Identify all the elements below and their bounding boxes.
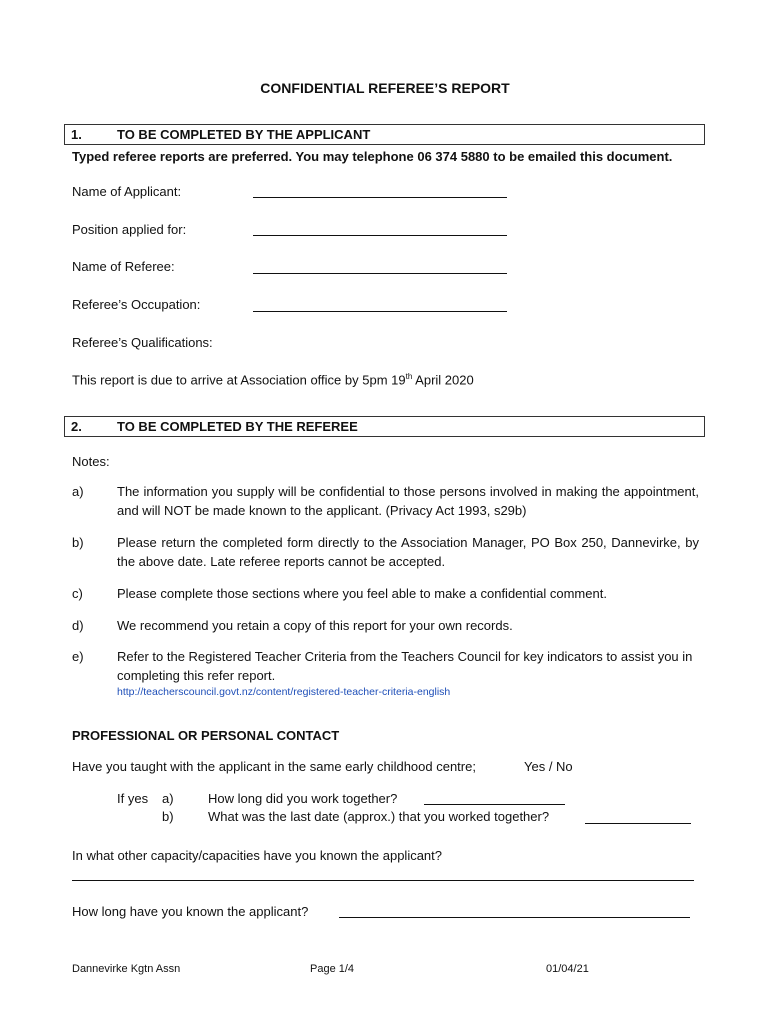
- section-1-instruction: Typed referee reports are preferred. You may telephone 06 374 5880 to be emailed this document.: [72, 149, 673, 164]
- footer-left: Dannevirke Kgtn Assn: [72, 963, 181, 975]
- applicant-name-field[interactable]: [253, 197, 507, 198]
- if-yes-label: If yes: [117, 791, 149, 806]
- applicant-name-label: Name of Applicant:: [72, 184, 182, 199]
- footer-date: 01/04/21: [546, 963, 589, 975]
- referee-name-field[interactable]: [253, 273, 507, 274]
- section-2-number: 2.: [71, 419, 82, 434]
- note-letter: d): [72, 618, 84, 633]
- note-letter: b): [72, 535, 84, 550]
- capacity-field[interactable]: [72, 880, 694, 881]
- due-date-text: This report is due to arrive at Association office by 5pm 19th April 2020: [72, 372, 474, 388]
- sub-question-a: How long did you work together?: [208, 791, 398, 806]
- section-1-heading: TO BE COMPLETED BY THE APPLICANT: [117, 127, 371, 142]
- known-duration-field[interactable]: [339, 917, 690, 918]
- note-letter: c): [72, 586, 83, 601]
- last-date-field[interactable]: [585, 823, 691, 824]
- page-title: CONFIDENTIAL REFEREE’S REPORT: [260, 80, 510, 96]
- note-letter: e): [72, 649, 84, 664]
- note-text: Please return the completed form directly to the Association Manager, PO Box 250, Dannevirke, by the above date. Late referee reports cannot be accepted.: [117, 535, 699, 569]
- referee-occupation-field[interactable]: [253, 311, 507, 312]
- position-field[interactable]: [253, 235, 507, 236]
- section-1-number: 1.: [71, 127, 82, 142]
- note-text: Please complete those sections where you feel able to make a confidential comment.: [117, 586, 607, 601]
- section-2-heading: TO BE COMPLETED BY THE REFEREE: [117, 419, 358, 434]
- note-text: The information you supply will be confidential to those persons involved in making the appointment, and will NOT be made known to the applicant. (Privacy Act 1993, s29b): [117, 484, 699, 518]
- capacity-question: In what other capacity/capacities have you known the applicant?: [72, 848, 443, 863]
- sub-question-a-letter: a): [162, 791, 174, 806]
- note-text: We recommend you retain a copy of this report for your own records.: [117, 618, 513, 633]
- taught-question: Have you taught with the applicant in the same early childhood centre;: [72, 759, 476, 774]
- section-2-header: [64, 416, 705, 437]
- position-label: Position applied for:: [72, 222, 187, 237]
- yes-no-answer[interactable]: Yes / No: [524, 759, 573, 774]
- section-1-header: [64, 124, 705, 145]
- work-duration-field[interactable]: [424, 804, 565, 805]
- contact-heading: PROFESSIONAL OR PERSONAL CONTACT: [72, 728, 340, 743]
- known-duration-question: How long have you known the applicant?: [72, 904, 309, 919]
- referee-name-label: Name of Referee:: [72, 259, 175, 274]
- referee-qualifications-label: Referee’s Qualifications:: [72, 335, 213, 350]
- footer-page-number: Page 1/4: [310, 963, 355, 975]
- sub-question-b: What was the last date (approx.) that you worked together?: [208, 809, 550, 824]
- sub-question-b-letter: b): [162, 809, 174, 824]
- note-text: Refer to the Registered Teacher Criteria from the Teachers Council for key indicators to assist you in completing this refer report.: [117, 649, 693, 683]
- criteria-link[interactable]: http://teacherscouncil.govt.nz/content/registered-teacher-criteria-english: [117, 686, 451, 698]
- notes-label: Notes:: [72, 454, 110, 469]
- referee-occupation-label: Referee’s Occupation:: [72, 297, 201, 312]
- note-letter: a): [72, 484, 84, 499]
